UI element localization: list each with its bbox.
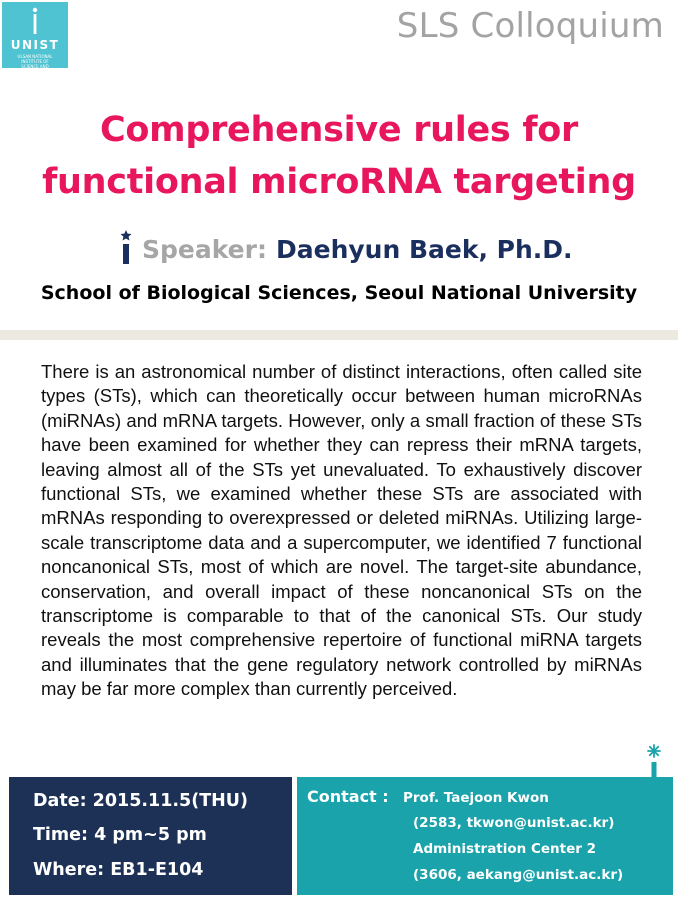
event-info-box <box>9 777 292 895</box>
event-location: Where: EB1-E104 <box>33 860 204 880</box>
event-date: Date: 2015.11.5(THU) <box>33 791 248 811</box>
contact-phone-email-2: (3606, aekang@unist.ac.kr) <box>413 867 624 883</box>
series-title: SLS Colloquium <box>396 6 664 46</box>
event-time: Time: 4 pm~5 pm <box>33 825 207 845</box>
speaker-name: Daehyun Baek, Ph.D. <box>276 235 573 264</box>
speaker-label: Speaker: <box>142 235 267 264</box>
contact-name: Prof. Taejoon Kwon <box>403 790 549 806</box>
section-divider <box>0 330 678 340</box>
contact-office: Administration Center 2 <box>413 841 597 857</box>
logo-wordmark: UNIST <box>10 38 60 52</box>
talk-title-line-1: Comprehensive rules for <box>100 110 578 150</box>
speaker-affiliation: School of Biological Sciences, Seoul National University <box>40 282 638 304</box>
contact-label: Contact : <box>307 787 389 806</box>
contact-phone-email-1: (2583, tkwon@unist.ac.kr) <box>413 815 615 831</box>
info-i-icon-decorative <box>645 744 663 780</box>
talk-title-line-2: functional microRNA targeting <box>42 162 636 202</box>
logo-subtitle: ULSAN NATIONAL INSTITUTE OF SCIENCE AND TECHNOLOGY 2007 <box>17 54 53 79</box>
info-i-icon <box>116 230 136 266</box>
contact-box <box>297 777 673 895</box>
abstract-text: There is an astronomical number of distinct interactions, often called site types (STs), which can theoretically occur between human microRNAs (miRNAs) and mRNA targets. However, only a small fraction of these STs have been examined for whether they can repress their mRNA targets, leaving almost all of the STs yet unevaluated. To exhaustively discover functional STs, we examined whether these STs are associated with mRNAs responding to overexpressed or deleted miRNAs. Utilizing large-scale transcriptome data and a supercomputer, we identified 7 functional noncanonical STs, most of which are novel. The target-site abundance, conservation, and overall impact of these noncanonical STs on the transcriptome is comparable to that of the canonical STs. Our study reveals the most comprehensive repertoire of functional miRNA targets and illuminates that the gene regulatory network controlled by miRNAs may be far more complex than currently perceived. <box>41 361 642 700</box>
unist-logo <box>2 2 68 79</box>
talk-title <box>0 104 678 208</box>
